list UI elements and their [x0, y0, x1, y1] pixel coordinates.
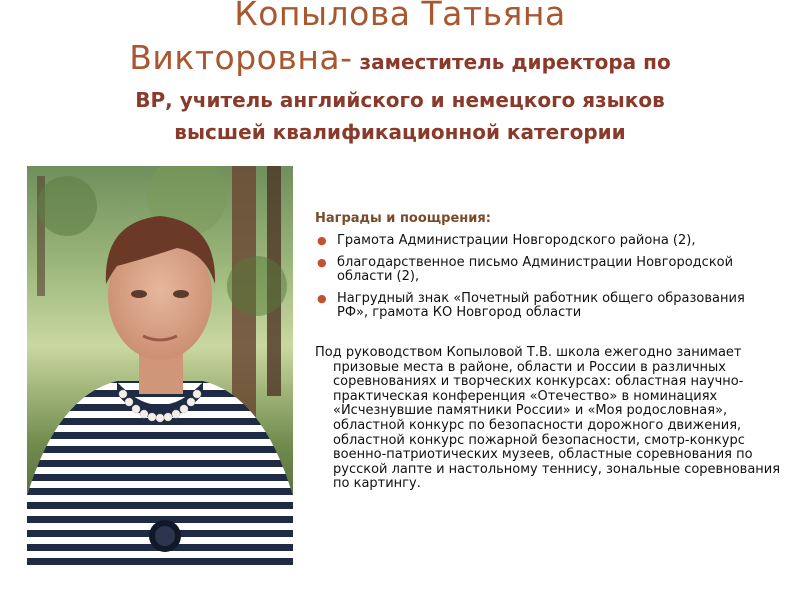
title-role-line-2: ВР, учитель английского и немецкого языков	[135, 88, 665, 112]
filled-circle-bullet-icon: ●	[317, 234, 327, 247]
awards-list	[315, 234, 775, 320]
list-item	[315, 256, 775, 284]
title-name-line-2: Викторовна-	[129, 38, 353, 77]
title-role-line-1: заместитель директора по	[352, 50, 671, 74]
slide-title	[20, 0, 780, 148]
title-role-line-3: высшей квалификационной категории	[174, 120, 626, 144]
filled-circle-bullet-icon: ●	[317, 256, 327, 269]
filled-circle-bullet-icon: ●	[317, 292, 327, 305]
list-item	[315, 234, 775, 248]
awards-heading: Награды и поощрения:	[315, 211, 491, 226]
award-text: благодарственное письмо Администрации Новгородской области (2),	[337, 255, 734, 284]
title-name-line-1: Копылова Татьяна	[234, 0, 566, 33]
title-line-2	[20, 38, 780, 84]
award-text: Нагрудный знак «Почетный работник общего образования РФ», грамота КО Новгород области	[337, 291, 745, 320]
achievements-paragraph: Под руководством Копыловой Т.В. школа ежегодно занимает призовые места в районе, области и России в различных соревнованиях и творческих конкурсах: областная научно-практическая конференция «Отечество» в номинациях «Исчезнувшие памятники России» и «Моя родословная», областной конкурс по безопасности дорожного движения, областной конкурс пожарной безопасности, смотр-конкурс военно-патриотических музеев, областные соревнования по русской лапте и настольному теннису, зональные соревнования по картингу.	[315, 345, 781, 492]
award-text: Грамота Администрации Новгородского района (2),	[337, 233, 696, 248]
content-area	[315, 210, 781, 492]
list-item	[315, 292, 775, 320]
portrait-photo	[27, 166, 293, 566]
portrait-illustration	[27, 166, 293, 566]
